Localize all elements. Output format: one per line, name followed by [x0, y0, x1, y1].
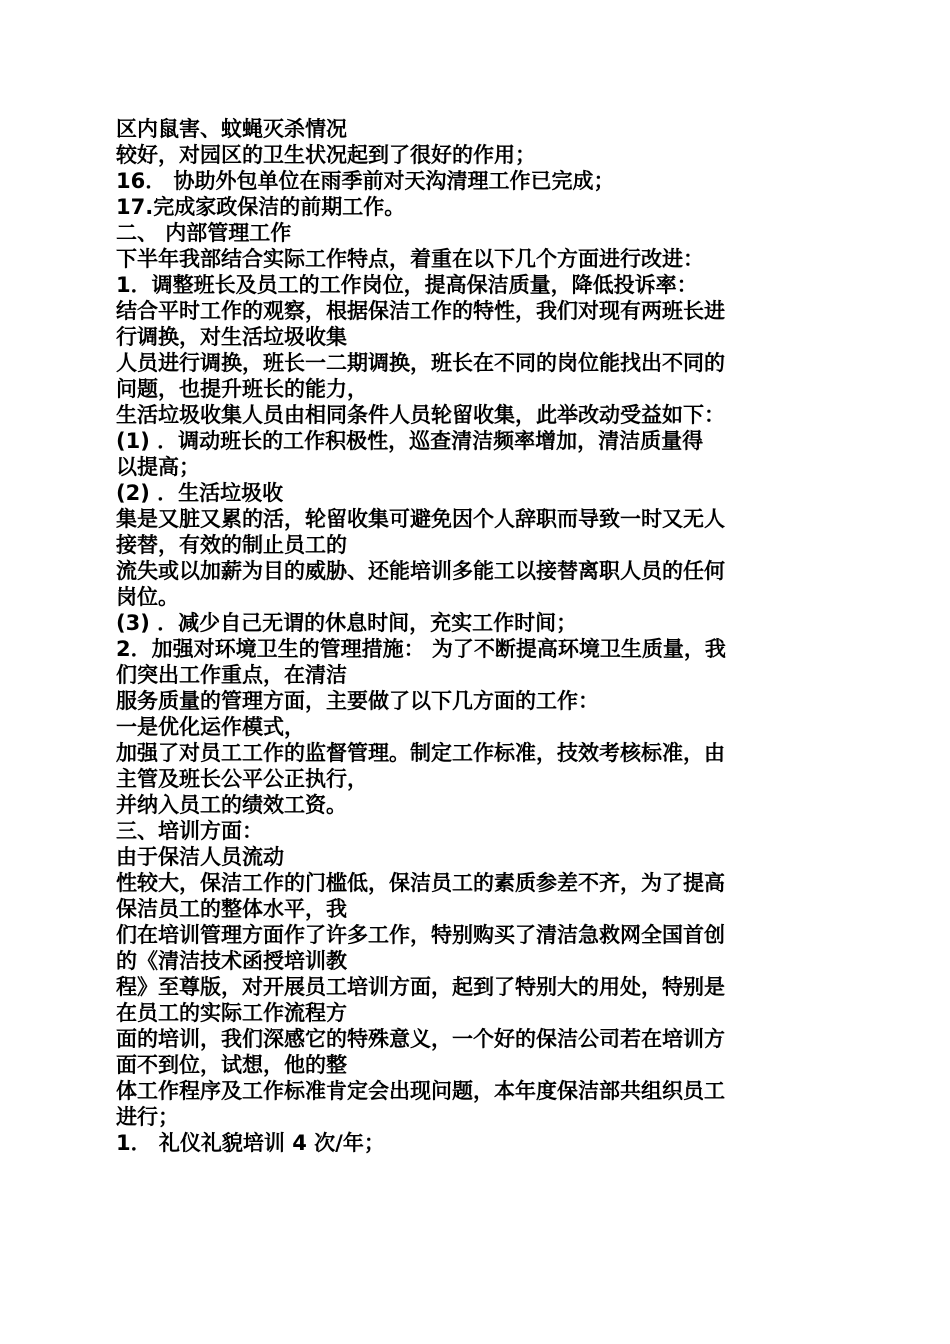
- text-line: 接替，有效的制止员工的: [116, 533, 347, 557]
- text-line: 1． 礼仪礼貌培训 4 次/年；: [116, 1131, 385, 1155]
- text-line: 服务质量的管理方面，主要做了以下几方面的工作：: [116, 689, 599, 713]
- text-line: 主管及班长公平公正执行，: [116, 767, 368, 791]
- text-line: 问题，也提升班长的能力，: [116, 377, 368, 401]
- text-line: 由于保洁人员流动: [116, 845, 284, 869]
- text-line: 较好，对园区的卫生状况起到了很好的作用；: [116, 143, 536, 167]
- text-line: (2) ．生活垃圾收: [116, 481, 284, 505]
- text-line: 体工作程序及工作标准肯定会出现问题，本年度保洁部共组织员工: [116, 1079, 725, 1103]
- text-line: 2．加强对环境卫生的管理措施： 为了不断提高环境卫生质量，我: [116, 637, 726, 661]
- text-line: 区内鼠害、蚊蝇灭杀情况: [116, 117, 347, 141]
- text-line: 们在培训管理方面作了许多工作，特别购买了清洁急救网全国首创: [116, 923, 725, 947]
- text-line: 17.完成家政保洁的前期工作。: [116, 195, 406, 219]
- text-line: 在员工的实际工作流程方: [116, 1001, 347, 1025]
- text-line: 结合平时工作的观察，根据保洁工作的特性，我们对现有两班长进: [116, 299, 725, 323]
- text-line: 性较大，保洁工作的门槛低，保洁员工的素质参差不齐，为了提高: [116, 871, 725, 895]
- text-line: 的《清洁技术函授培训教: [116, 949, 347, 973]
- text-line: 一是优化运作模式，: [116, 715, 305, 739]
- text-line: 流失或以加薪为目的威胁、还能培训多能工以接替离职人员的任何: [116, 559, 725, 583]
- text-line: 并纳入员工的绩效工资。: [116, 793, 347, 817]
- text-line: 保洁员工的整体水平，我: [116, 897, 347, 921]
- text-line: (3) ．减少自己无谓的休息时间，充实工作时间；: [116, 611, 578, 635]
- text-line: 行调换，对生活垃圾收集: [116, 325, 347, 349]
- text-line: 16． 协助外包单位在雨季前对天沟清理工作已完成；: [116, 169, 615, 193]
- text-line: 人员进行调换，班长一二期调换，班长在不同的岗位能找出不同的: [116, 351, 725, 375]
- text-line: 加强了对员工工作的监督管理。制定工作标准，技效考核标准，由: [116, 741, 725, 765]
- text-line: 面的培训，我们深感它的特殊意义，一个好的保洁公司若在培训方: [116, 1027, 725, 1051]
- text-line: 集是又脏又累的活，轮留收集可避免因个人辞职而导致一时又无人: [116, 507, 725, 531]
- text-line: 1．调整班长及员工的工作岗位，提高保洁质量，降低投诉率：: [116, 273, 698, 297]
- text-line: 以提高；: [116, 455, 200, 479]
- text-line: (1) ．调动班长的工作积极性，巡查清洁频率增加，清洁质量得: [116, 429, 704, 453]
- section-heading: 二、 内部管理工作: [116, 221, 292, 245]
- text-line: 进行；: [116, 1105, 179, 1129]
- section-heading: 三、培训方面：: [116, 819, 263, 843]
- text-line: 岗位。: [116, 585, 179, 609]
- text-line: 面不到位，试想，他的整: [116, 1053, 347, 1077]
- text-line: 程》至尊版，对开展员工培训方面，起到了特别大的用处，特别是: [116, 975, 725, 999]
- text-line: 生活垃圾收集人员由相同条件人员轮留收集，此举改动受益如下：: [116, 403, 725, 427]
- document-body: [116, 116, 826, 1156]
- text-line: 下半年我部结合实际工作特点，着重在以下几个方面进行改进：: [116, 247, 704, 271]
- text-line: 们突出工作重点，在清洁: [116, 663, 347, 687]
